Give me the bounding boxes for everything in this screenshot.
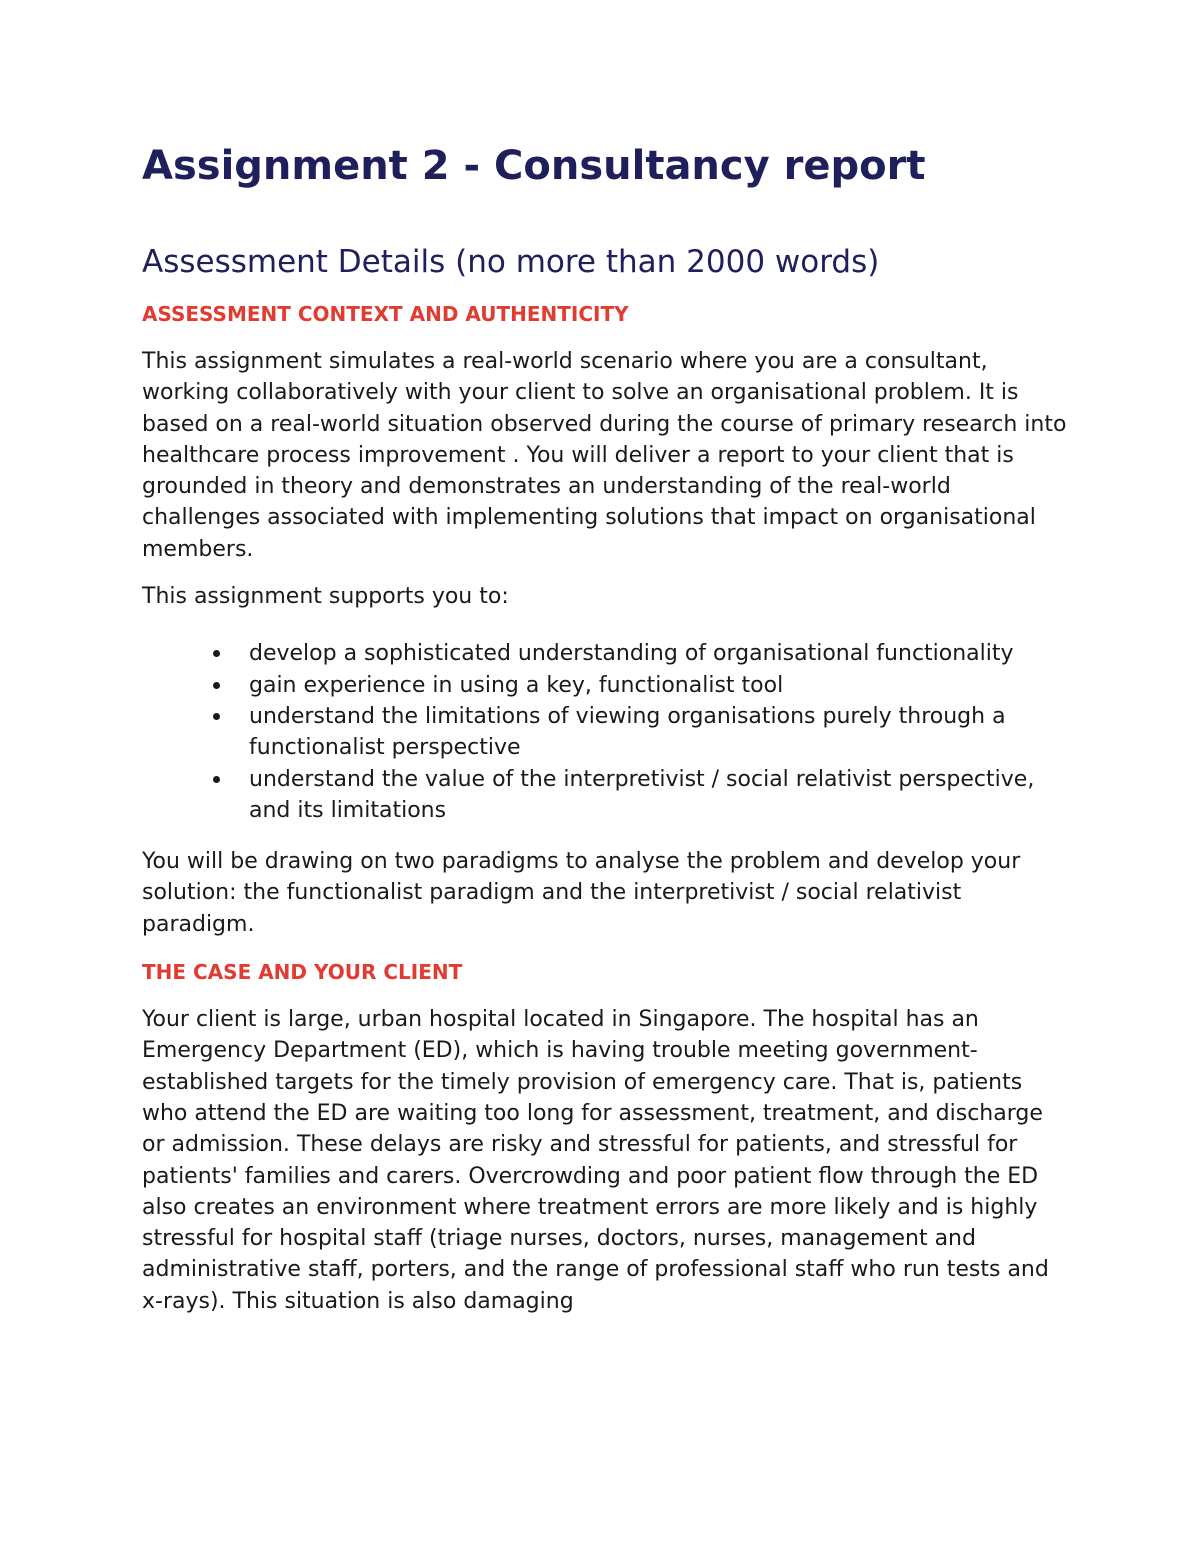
case-section-heading: THE CASE AND YOUR CLIENT [142,960,463,985]
document-page [142,140,1072,1335]
bullet-item [249,701,1072,764]
bullet-dot-icon [213,682,220,689]
context-paragraph: This assignment simulates a real-world scenario where you are a consultant, working collaboratively with your client to solve an organisational problem. It is based on a real-world situation observed during the course of primary research into healthcare process improvement . You will deliver a report to your client that is grounded in theory and demonstrates an understanding of the real-world challenges associated with implementing solutions that impact on organisational members. [142,349,1067,562]
bullet-text: understand the value of the interpretivist / social relativist perspective, and its limitations [249,766,1035,823]
supports-intro: This assignment supports you to: [142,584,509,610]
bullet-item [249,670,1072,701]
supports-bullet-list [142,638,1072,826]
bullet-item [249,764,1072,827]
paradigms-paragraph: You will be drawing on two paradigms to analyse the problem and develop your solution: the functionalist paradigm and the interpretivist / social relativist paradigm. [142,849,1021,937]
context-section-heading: ASSESSMENT CONTEXT AND AUTHENTICITY [142,302,629,326]
bullet-dot-icon [213,776,220,783]
bullet-text: gain experience in using a key, functionalist tool [249,672,784,698]
bullet-dot-icon [213,650,220,657]
bullet-dot-icon [213,713,220,720]
document-title: Assignment 2 - Consultancy report [142,143,926,189]
bullet-item [249,638,1072,669]
bullet-text: understand the limitations of viewing organisations purely through a functionalist perspective [249,703,1006,761]
bullet-text: develop a sophisticated understanding of organisational functionality [249,641,1014,667]
assessment-details-subtitle: Assessment Details (no more than 2000 words) [142,244,880,280]
case-paragraph: Your client is large, urban hospital located in Singapore. The hospital has an Emergency Department (ED), which is having trouble meeting government-established targets for the timely provision of emergency care. That is, patients who attend the ED are waiting too long for assessment, treatment, and discharge or admission. These delays are risky and stressful for patients, and stressful for patients' families and carers. Overcrowding and poor patient flow through the ED also creates an environment where treatment errors are more likely and is highly stressful for hospital staff (triage nurses, doctors, nurses, management and administrative staff, porters, and the range of professional staff who run tests and x-rays). This situation is also damaging [142,1007,1049,1314]
